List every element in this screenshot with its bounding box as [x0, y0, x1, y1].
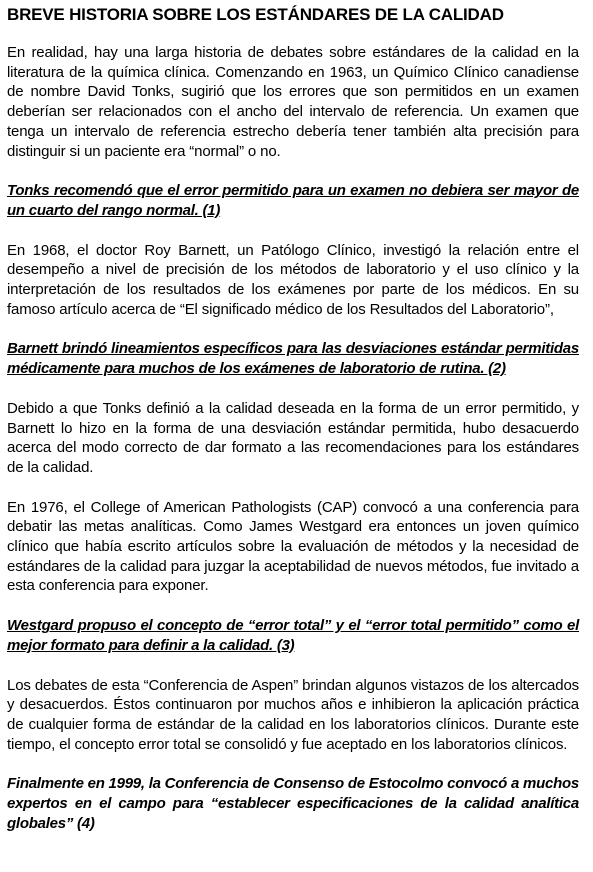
highlight-barnett-guidelines: Barnett brindó lineamientos específicos para las desviaciones estándar permitidas médicamente para muchos de los exámenes de laboratorio de rutina. (2)	[7, 340, 579, 378]
highlight-stockholm-conference: Finalmente en 1999, la Conferencia de Consenso de Estocolmo convocó a muchos expertos en el campo para “establecer especificaciones de la calidad analítica globales” (4)	[7, 775, 579, 832]
paragraph-disagreement: Debido a que Tonks definió a la calidad deseada en la forma de un error permitido, y Barnett lo hizo en la forma de una desviación estándar permitida, hubo desacuerdo acerca del modo correcto de dar formato a las recomendaciones para los estándares de la calidad.	[7, 399, 579, 476]
document-title: BREVE HISTORIA SOBRE LOS ESTÁNDARES DE LA CALIDAD	[7, 5, 504, 24]
paragraph-barnett-intro: En 1968, el doctor Roy Barnett, un Patólogo Clínico, investigó la relación entre el desempeño a nivel de precisión de los métodos de laboratorio y el uso clínico y la interpretación de los resultados de los exámenes por parte de los médicos. En su famoso artículo acerca de “El significado médico de los Resultados del Laboratorio”,	[7, 241, 579, 318]
paragraph-tonks-intro: En realidad, hay una larga historia de debates sobre estándares de la calidad en la literatura de la química clínica. Comenzando en 1963, un Químico Clínico canadiense de nombre David Tonks, sugirió que los errores que son permitidos en un examen deberían ser relacionados con el ancho del intervalo de referencia. Un examen que tenga un intervalo de referencia estrecho debería tener también alta precisión para distinguir si un paciente era “normal” o no.	[7, 44, 579, 160]
paragraph-cap-conference: En 1976, el College of American Pathologists (CAP) convocó a una conferencia para debatir las metas analíticas. Como James Westgard era entonces un joven químico clínico que había escrito artículos sobre la evaluación de métodos y la necesidad de estándares de la calidad para juzgar la aceptabilidad de nuevos métodos, fue invitado a esta conferencia para exponer.	[7, 498, 579, 595]
document-page	[7, 4, 579, 834]
paragraph-aspen-conference: Los debates de esta “Conferencia de Aspen” brindan algunos vistazos de los altercados y desacuerdos. Éstos continuaron por muchos años e inhibieron la aplicación práctica de cualquier forma de estándar de la calidad en los laboratorios clínicos. Durante este tiempo, el concepto error total se consolidó y fue aceptado en los laboratorios clínicos.	[7, 676, 579, 753]
highlight-westgard-total-error: Westgard propuso el concepto de “error total” y el “error total permitido” como el mejor formato para definir a la calidad. (3)	[7, 617, 579, 654]
highlight-tonks-recommendation: Tonks recomendó que el error permitido para un examen no debiera ser mayor de un cuarto del rango normal. (1)	[7, 182, 579, 219]
